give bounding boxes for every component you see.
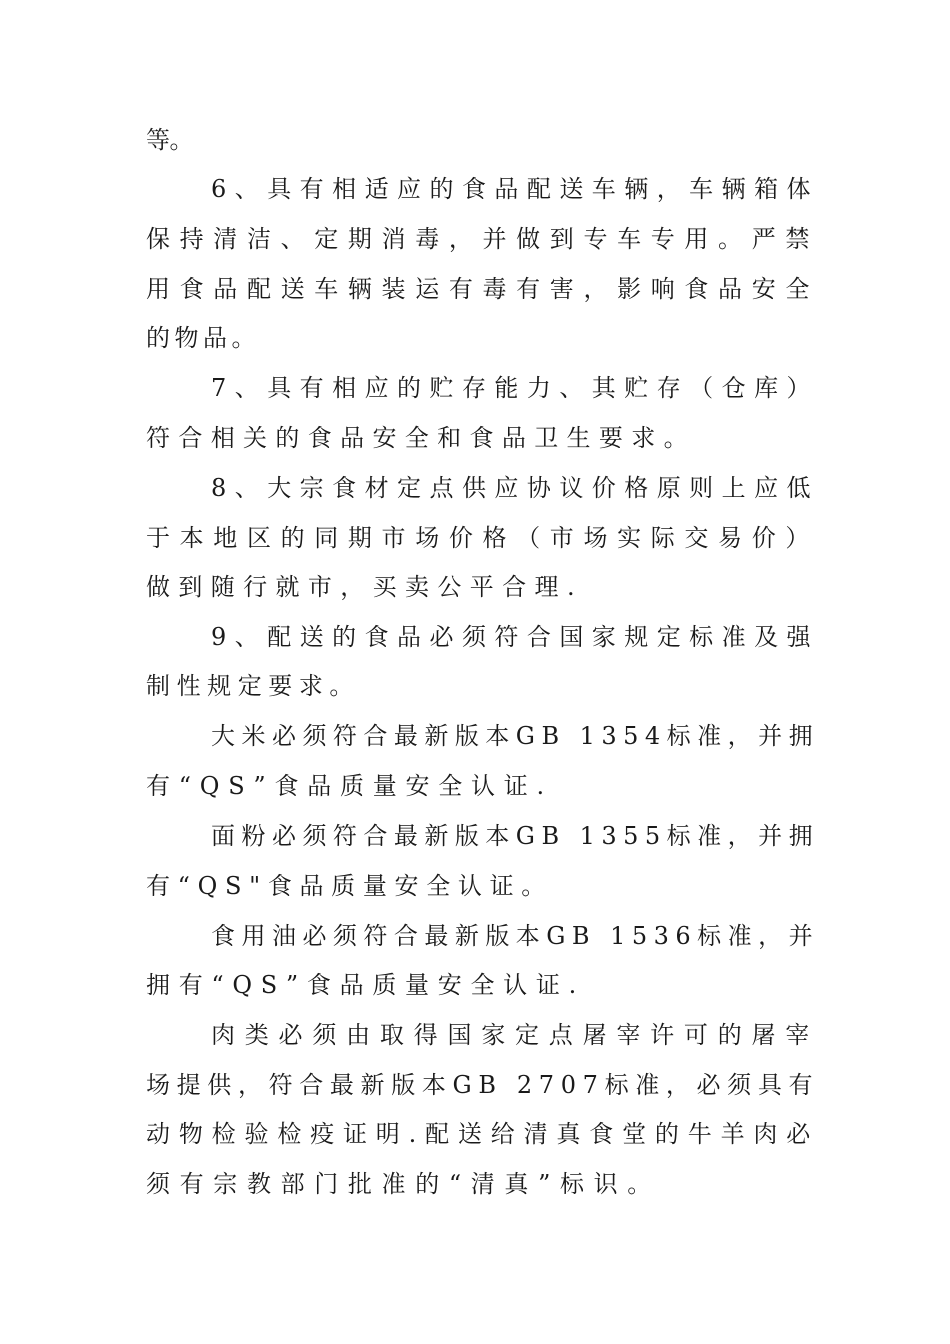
line-text: 面粉必须符合最新版本GB 1355标准，并拥 — [211, 822, 820, 850]
text-line — [0, 363, 950, 413]
text-line — [0, 612, 950, 662]
line-text: 有“QS”食品质量安全认证. — [146, 772, 553, 800]
text-line — [0, 513, 950, 563]
line-text: 制性规定要求。 — [146, 672, 360, 700]
line-text: 动物检验检疫证明.配送给清真食堂的牛羊肉必 — [146, 1120, 820, 1148]
line-text: 6、具有相适应的食品配送车辆，车辆箱体 — [211, 175, 820, 203]
text-line — [0, 264, 950, 314]
text-line — [0, 463, 950, 513]
line-text: 符合相关的食品安全和食品卫生要求。 — [146, 424, 696, 452]
line-text: 8、大宗食材定点供应协议价格原则上应低 — [211, 474, 820, 502]
line-text: 的物品。 — [146, 324, 260, 352]
text-line — [0, 761, 950, 811]
text-line — [0, 313, 950, 363]
text-line — [0, 214, 950, 264]
line-text: 保持清洁、定期消毒，并做到专车专用。严禁 — [146, 225, 819, 253]
text-line — [0, 1060, 950, 1110]
line-text: 9、配送的食品必须符合国家规定标准及强 — [211, 623, 820, 651]
line-text: 7、具有相应的贮存能力、其贮存（仓库） — [211, 374, 820, 402]
line-text: 有“QS"食品质量安全认证。 — [146, 872, 553, 900]
line-text: 等。 — [146, 126, 193, 154]
text-line — [0, 413, 950, 463]
line-text: 须有宗教部门批准的“清真”标识。 — [146, 1170, 661, 1198]
line-text: 肉类必须由取得国家定点屠宰许可的屠宰 — [211, 1021, 820, 1049]
text-line — [0, 861, 950, 911]
text-line — [0, 115, 950, 165]
text-line — [0, 661, 950, 711]
line-text: 食用油必须符合最新版本GB 1536标准，并 — [211, 922, 820, 950]
text-line — [0, 1109, 950, 1159]
line-text: 拥有“QS”食品质量安全认证. — [146, 971, 585, 999]
text-line — [0, 562, 950, 612]
text-line — [0, 911, 950, 961]
text-line — [0, 960, 950, 1010]
line-text: 用食品配送车辆装运有毒有害，影响食品安全 — [146, 275, 819, 303]
line-text: 场提供，符合最新版本GB 2707标准，必须具有 — [146, 1071, 820, 1099]
line-text: 做到随行就市，买卖公平合理. — [146, 573, 583, 601]
line-text: 大米必须符合最新版本GB 1354标准，并拥 — [211, 722, 820, 750]
line-text: 于本地区的同期市场价格（市场实际交易价） — [146, 524, 819, 552]
text-line — [0, 811, 950, 861]
text-line — [0, 1010, 950, 1060]
text-line — [0, 711, 950, 761]
text-line — [0, 164, 950, 214]
text-line — [0, 1159, 950, 1209]
